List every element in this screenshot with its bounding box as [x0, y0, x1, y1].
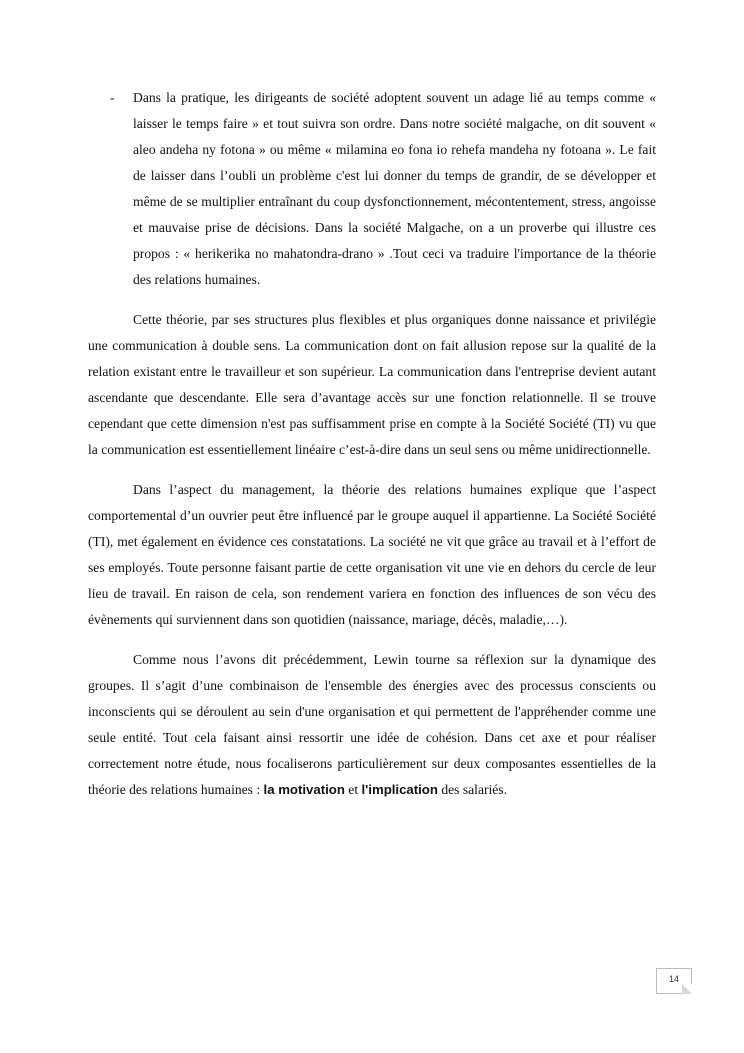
list-bullet: -: [110, 90, 115, 105]
page-number-box: [656, 968, 692, 994]
page-number: 14: [668, 974, 679, 984]
paragraph-text-middle: et: [344, 782, 362, 797]
paragraph-group-dynamics: [88, 647, 656, 803]
page-body: [88, 85, 656, 817]
bold-term-implication: l'implication: [361, 782, 438, 797]
list-item: [88, 85, 656, 293]
paragraph-text-after: des salariés.: [437, 782, 507, 797]
paragraph-communication: Cette théorie, par ses structures plus flexibles et plus organiques donne naissance et privilégie une communication à double sens. La communication dont on fait allusion repose sur la qualité de la relation existant entre le travailleur et son supérieur. La communication dans l'entreprise devient autant ascendante que descendante. Elle sera d’avantage accès sur une fonction relationnelle. Il se trouve cependant que cette dimension n'est pas suffisamment prise en compte à la Société Société (TI) vu que la communication est essentiellement linéaire c’est-à-dire dans un seul sens ou même unidirectionnelle.: [88, 312, 656, 457]
bold-term-motivation: la motivation: [263, 782, 345, 797]
list-item-text: Dans la pratique, les dirigeants de société adoptent souvent un adage lié au temps comme « laisser le temps faire » et tout suivra son ordre. Dans notre société malgache, on dit souvent « aleo andeha ny fotona » ou même « milamina eo fona io rehefa mandeha ny fotoana ». Le fait de laisser dans l’oubli un problème c'est lui donner du temps de grandir, de se développer et même de se multiplier entraînant du coup dysfonctionnement, mécontentement, stress, angoisse et mauvaise prise de décisions. Dans la société Malgache, on a un proverbe qui illustre ces propos : « herikerika no mahatondra-drano » .Tout ceci va traduire l'importance de la théorie des relations humaines.: [133, 90, 656, 287]
page-curl-icon: [682, 984, 692, 994]
paragraph-management: Dans l’aspect du management, la théorie des relations humaines explique que l’aspect comportemental d’un ouvrier peut être influencé par le groupe auquel il appartienne. La Société Société (TI), met également en évidence ces constatations. La société ne vit que grâce au travail et à l’effort de ses employés. Toute personne faisant partie de cette organisation vit une vie en dehors du cercle de leur lieu de travail. En raison de cela, son rendement variera en fonction des influences de son vécu des évènements qui surviennent dans son quotidien (naissance, mariage, décès, maladie,…).: [88, 482, 656, 627]
paragraph-text-before: Comme nous l’avons dit précédemment, Lewin tourne sa réflexion sur la dynamique des groupes. Il s’agit d’une combinaison de l'ensemble des énergies avec des processus conscients ou inconscients qui se déroulent au sein d'une organisation et qui permettent de l'appréhender comme une seule entité. Tout cela faisant ainsi ressortir une idée de cohésion. Dans cet axe et pour réaliser correctement notre étude, nous focaliserons particulièrement sur deux composantes essentielles de la théorie des relations humaines :: [88, 652, 656, 797]
